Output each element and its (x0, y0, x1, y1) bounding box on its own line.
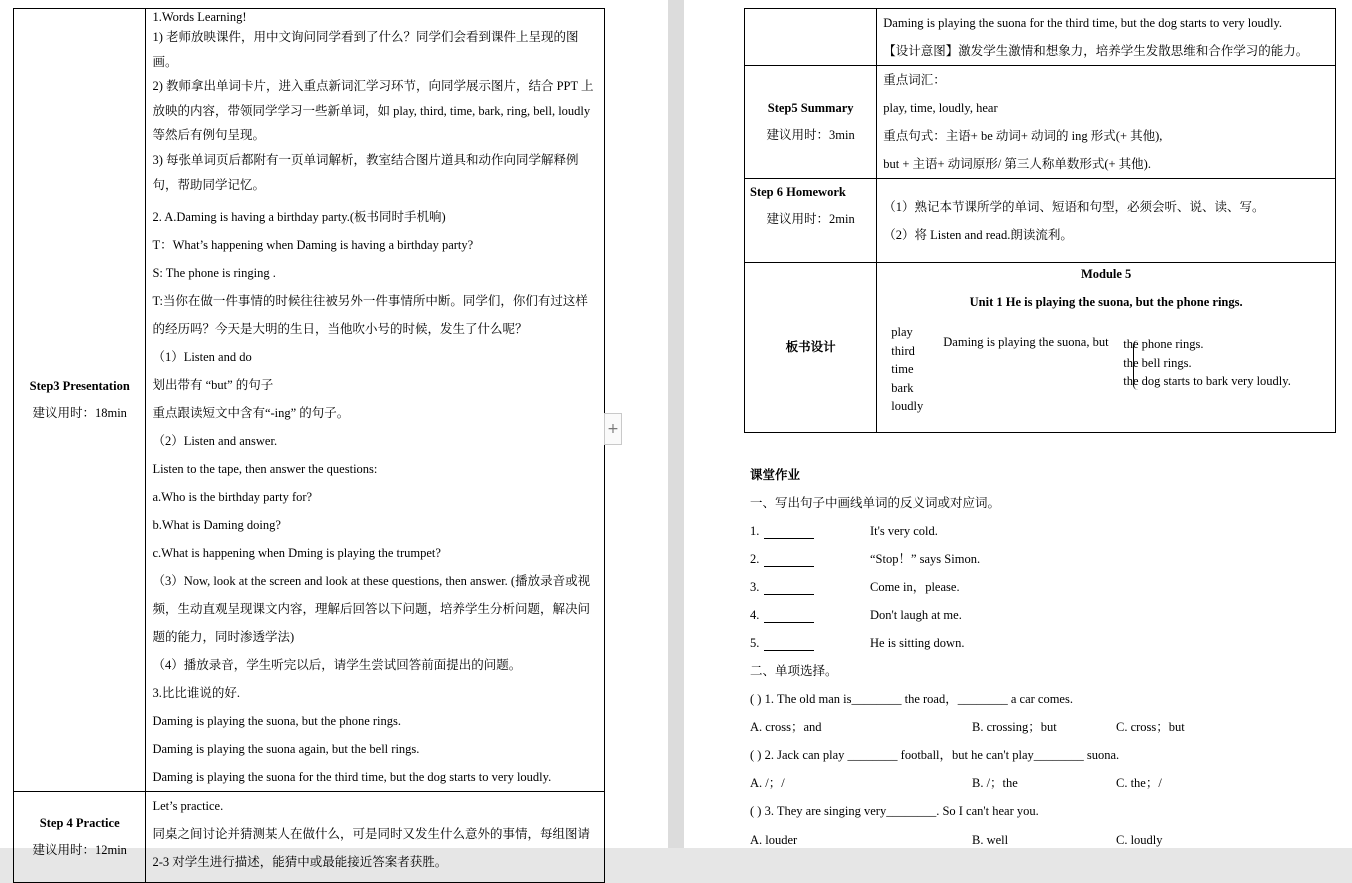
step3-label-cell (14, 9, 146, 792)
step3-line: S: The phone is ringing . (152, 266, 276, 281)
q1-option-a: A. cross；and (750, 720, 822, 734)
question-3: ( ) 3. They are singing very________. So I can't hear you. (750, 804, 1039, 818)
answer-blank[interactable] (764, 609, 814, 623)
step3-line: T:当你在做一件事情的时候往往被另外一件事情所中断。同学们，你们有过这样的经历吗？今天是大明的生日，当他吹小号的时候，发生了什么呢？ (152, 294, 588, 337)
part2-title: 二、单项选择。 (750, 664, 838, 678)
q2-option-c: C. the；/ (1116, 776, 1162, 790)
q2-option-b: B. /；the (972, 776, 1018, 790)
step5-label-cell (745, 66, 877, 179)
q2-option-a: A. /；/ (750, 776, 785, 790)
step5-line: play, time, loudly, hear (883, 101, 998, 115)
part1-item-text: Don't laugh at me. (870, 608, 962, 622)
step4-line: Let’s practice. (152, 799, 224, 814)
continuation-label-cell (745, 9, 877, 66)
board-title: Module 5 (1080, 267, 1132, 281)
step6-line: （2）将 Listen and read.朗读流利。 (883, 227, 1073, 242)
board-word: bark (891, 380, 914, 395)
step3-line: b.What is Daming doing? (152, 518, 281, 533)
step3-line: 划出带有 “but” 的句子 (152, 378, 274, 393)
step4-label-cell (14, 792, 146, 883)
step5-line: but + 主语+ 动词原形/ 第三人称单数形式(+ 其他). (883, 157, 1151, 171)
step3-line: Daming is playing the suona again, but the bell rings. (152, 742, 420, 757)
add-page-button[interactable]: + (604, 413, 622, 445)
board-label-cell (745, 263, 877, 433)
board-subtitle: Unit 1 He is playing the suona, but the phone rings. (969, 295, 1243, 309)
step3-line: 2. A.Daming is having a birthday party.(板书同时手机响) (152, 210, 446, 225)
step3-label: Step3 Presentation (29, 379, 130, 394)
step3-line: c.What is happening when Dming is playing the trumpet? (152, 546, 441, 561)
answer-blank[interactable] (764, 553, 814, 567)
continuation-row (745, 9, 1336, 66)
continuation-line: 【设计意图】激发学生激情和想象力，培养学生发散思维和合作学习的能力。 (883, 44, 1309, 58)
step5-row (745, 66, 1336, 179)
part1-item-number: 4. (750, 608, 760, 622)
homework-title: 课堂作业 (750, 468, 801, 482)
step5-line: 重点词汇： (883, 73, 946, 87)
step6-line: （1）熟记本节课所学的单词、短语和句型，必须会听、说、读、写。 (883, 199, 1265, 214)
part1-item-text: It's very cold. (870, 524, 938, 538)
board-word-list (891, 323, 923, 416)
step5-label: Step5 Summary (767, 101, 854, 115)
step4-content-cell (146, 792, 605, 883)
q3-option-a: A. louder (750, 833, 798, 847)
answer-blank[interactable] (764, 637, 814, 651)
board-content-cell (877, 263, 1336, 433)
step3-line: a.Who is the birthday party for? (152, 490, 313, 505)
step3-line: （3）Now, look at the screen and look at these questions, then answer. (播放录音或视频，生动直观呈现课文内容，理解后回答以下问题，培养学生分析问题，解决问题的能力，同时渗透学法) (152, 574, 591, 645)
answer-blank[interactable] (764, 525, 814, 539)
step5-content-cell (877, 66, 1336, 179)
step3-line: 2) 教师拿出单词卡片，进入重点新词汇学习环节，向同学展示图片，结合 PPT 上放映的内容，带领同学学习一些新单词，如 play, third, time, bark, ring, bell, loudly 等然后有例句呈现。 (152, 79, 594, 143)
step3-line: （1）Listen and do (152, 350, 252, 365)
step3-line: 1) 老师放映课件，用中文询问同学看到了什么？同学们会看到课件上呈现的图画。 (152, 30, 579, 69)
step3-line: （2）Listen and answer. (152, 434, 278, 449)
part1-item-text: Come in，please. (870, 580, 960, 594)
step3-content-cell (146, 9, 605, 792)
question-2: ( ) 2. Jack can play ________ football，but he can't play________ suona. (750, 748, 1120, 762)
board-branch: the phone rings. (1123, 337, 1204, 351)
part1-item-text: He is sitting down. (870, 636, 965, 650)
board-branch: the bell rings. (1123, 355, 1192, 370)
step3-line: （4）播放录音，学生听完以后，请学生尝试回答前面提出的问题。 (152, 658, 522, 673)
part1-item-text: “Stop！” says Simon. (870, 552, 981, 566)
step5-time: 建议用时：3min (766, 128, 855, 142)
step3-line: Daming is playing the suona, but the phone rings. (152, 714, 402, 729)
step6-time: 建议用时：2min (766, 212, 855, 226)
q3-option-b: B. well (972, 833, 1009, 847)
part1-item-number: 3. (750, 580, 760, 594)
board-sentence: Daming is playing the suona, but (943, 335, 1109, 349)
document-page-right (684, 0, 1352, 848)
board-branch-list (1123, 335, 1291, 391)
step3-line: Listen to the tape, then answer the questions: (152, 462, 378, 477)
step4-label: Step 4 Practice (39, 816, 120, 831)
board-word: time (891, 362, 914, 376)
document-page-left (0, 0, 668, 870)
board-word: third (891, 343, 915, 358)
answer-blank[interactable] (764, 581, 814, 595)
step3-line: Daming is playing the suona for the third time, but the dog starts to very loudly. (152, 770, 552, 785)
board-label: 板书设计 (785, 340, 836, 354)
step3-line: 3.比比谁说的好. (152, 686, 240, 701)
step3-row (14, 9, 605, 792)
question-1: ( ) 1. The old man is________ the road，________ a car comes. (750, 692, 1073, 706)
part1-item-number: 1. (750, 524, 760, 538)
board-word: loudly (891, 399, 924, 413)
step4-time: 建议用时：12min (32, 843, 127, 858)
continuation-line: Daming is playing the suona for the third time, but the dog starts to very loudly. (883, 16, 1283, 30)
step6-label-cell (745, 179, 877, 263)
step3-line: 3) 每张单词页后都附有一页单词解析，教室结合图片道具和动作向同学解释例句，帮助同学记忆。 (152, 152, 579, 192)
step4-row (14, 792, 605, 883)
step3-time: 建议用时：18min (32, 406, 127, 421)
step5-line: 重点句式：主语+ be 动词+ 动词的 ing 形式(+ 其他), (883, 129, 1163, 143)
board-design-row (745, 263, 1336, 433)
lesson-plan-table-left (13, 8, 605, 883)
q1-option-c: C. cross；but (1116, 720, 1185, 734)
part1-item-number: 5. (750, 636, 760, 650)
board-branch: the dog starts to bark very loudly. (1123, 374, 1291, 388)
lesson-plan-table-right (744, 8, 1336, 433)
step3-line: 1.Words Learning! (152, 10, 247, 24)
board-word: play (891, 325, 913, 339)
step6-label: Step 6 Homework (750, 185, 846, 199)
step6-content-cell (877, 179, 1336, 263)
part1-title: 一、写出句子中画线单词的反义词或对应词。 (750, 496, 1001, 510)
step4-line: 同桌之间讨论并猜测某人在做什么，可是同时又发生什么意外的事情，每组图请2-3 对学生进行描述，能猜中或最能接近答案者获胜。 (152, 827, 590, 870)
q3-option-c: C. loudly (1116, 833, 1163, 847)
continuation-content-cell (877, 9, 1336, 66)
q1-option-b: B. crossing；but (972, 720, 1057, 734)
step3-line: 重点跟读短文中含有“-ing” 的句子。 (152, 406, 350, 421)
step3-line: T：What’s happening when Daming is having a birthday party? (152, 238, 474, 253)
part1-item-number: 2. (750, 552, 760, 566)
step6-row (745, 179, 1336, 263)
page-gutter (668, 0, 684, 848)
